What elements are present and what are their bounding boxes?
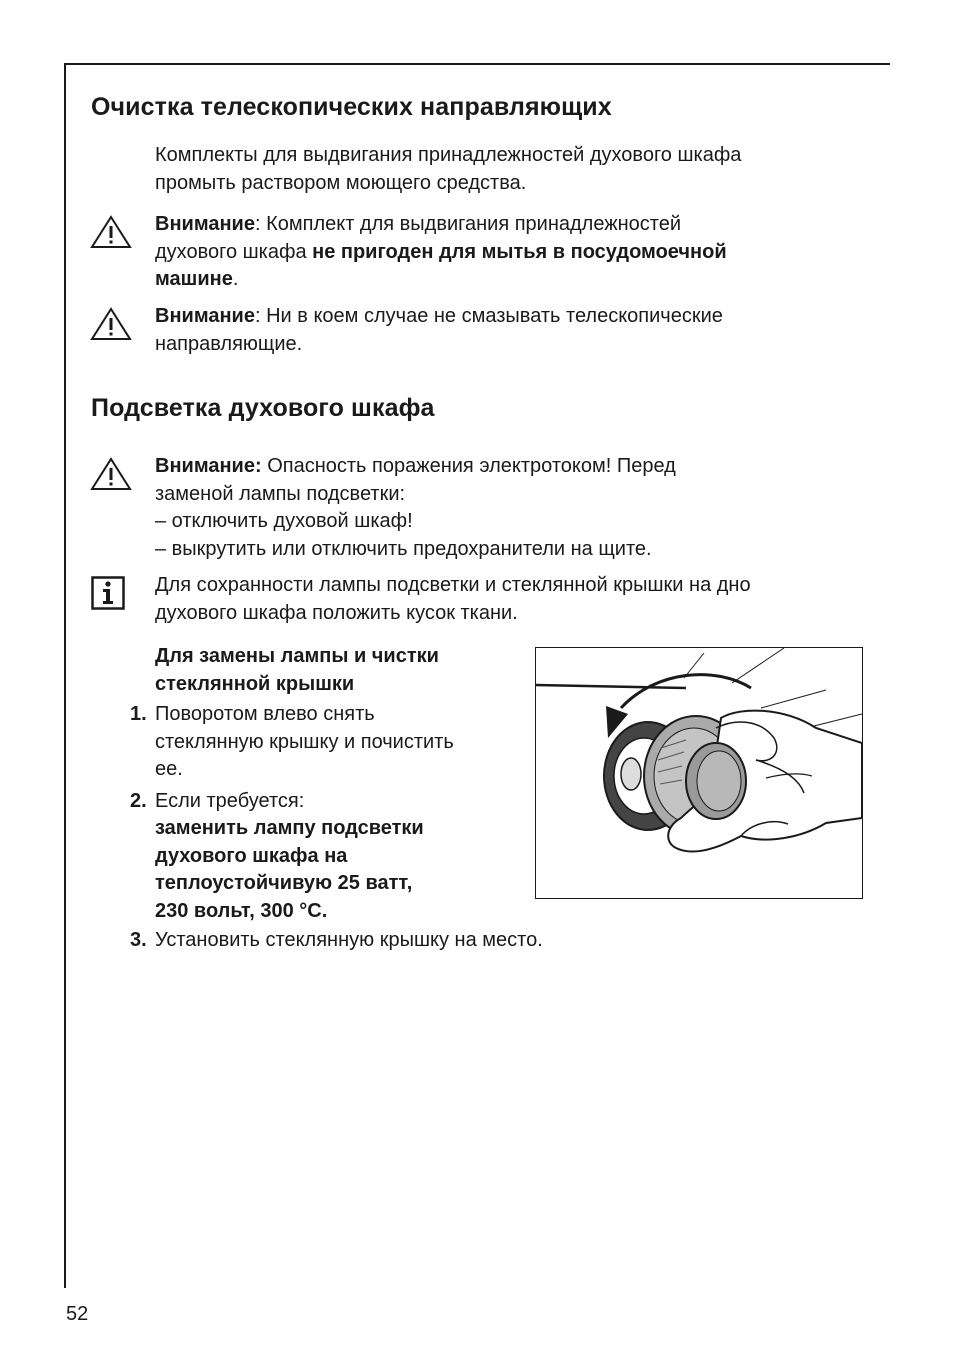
section-title-lighting: Подсветка духового шкафа: [91, 394, 435, 422]
warning-icon: [89, 306, 133, 342]
lamp-procedure: [130, 643, 510, 925]
procedure-step-3: 3. Установить стеклянную крышку на место.: [130, 929, 543, 951]
warning-icon: [89, 456, 133, 492]
page-frame-top: [64, 63, 890, 65]
warning-lubricate: Внимание: Ни в коем случае не смазывать телескопические направляющие.: [155, 305, 723, 355]
info-protect-lamp: Для сохранности лампы подсветки и стеклянной крышки на дно духового шкафа положить кусок ткани.: [155, 574, 751, 624]
hand-unscrewing-lamp-cover-icon: [536, 648, 862, 898]
warning-dishwasher: Внимание: Комплект для выдвигания принадлежностей духового шкафа не пригоден для мытья в посудомоечной машине.: [155, 213, 727, 290]
lamp-cover-illustration: [535, 647, 863, 899]
procedure-step-2: 2. Если требуется: заменить лампу подсветки духового шкафа на теплоустойчивую 25 ватт, 230 вольт, 300 °C.: [130, 789, 424, 922]
procedure-step-1: 1. Поворотом влево снять стеклянную крышку и почистить ее.: [130, 703, 454, 780]
page-number: 52: [66, 1303, 89, 1325]
info-icon: [91, 576, 125, 610]
warning-electric-shock: Внимание: Опасность поражения электротоком! Перед заменой лампы подсветки: – отключить духовой шкаф! – выкрутить или отключить предохранители на щите.: [155, 455, 676, 560]
procedure-heading: Для замены лампы и чистки стеклянной крышки: [155, 645, 439, 695]
warning-icon: [89, 214, 133, 250]
page-frame-left: [64, 63, 66, 1288]
section-title-telescopic: Очистка телескопических направляющих: [91, 93, 612, 121]
telescopic-intro: Комплекты для выдвигания принадлежностей духового шкафа промыть раствором моющего средства.: [155, 144, 742, 194]
